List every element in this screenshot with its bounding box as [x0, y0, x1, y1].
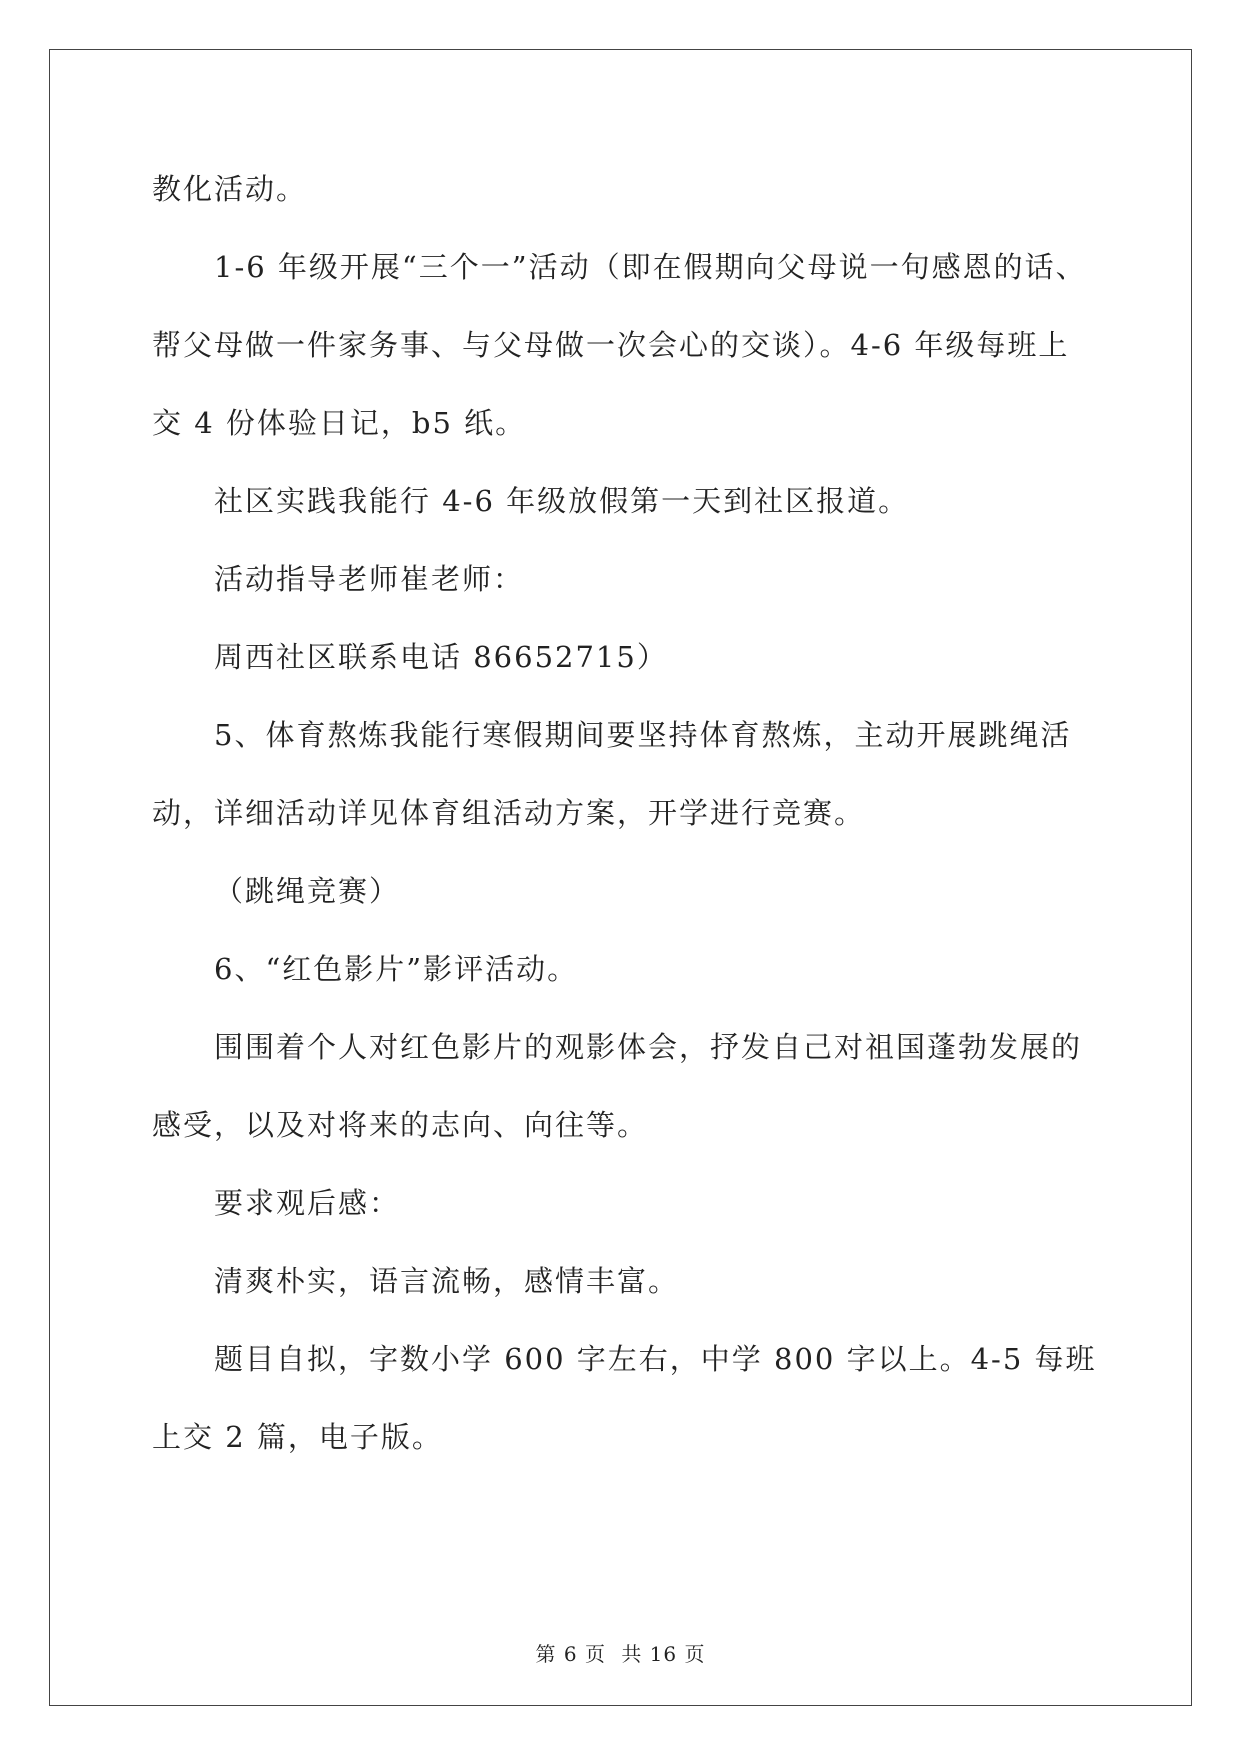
page-footer: [0, 1638, 1241, 1667]
paragraph: 社区实践我能行 4-6 年级放假第一天到社区报道。: [214, 484, 910, 518]
document-body: [152, 150, 1098, 1476]
paragraph: 活动指导老师崔老师：: [214, 562, 525, 596]
paragraph: 5、体育熬炼我能行寒假期间要坚持体育熬炼，主动开展跳绳活动，详细活动详见体育组活动方案，开学进行竞赛。: [152, 718, 1072, 830]
paragraph: 1-6 年级开展“三个一”活动（即在假期向父母说一句感恩的话、帮父母做一件家务事、与父母做一次会心的交谈）。4-6 年级每班上交 4 份体验日记，b5 纸。: [152, 250, 1087, 440]
paragraph: 围围着个人对红色影片的观影体会，抒发自己对祖国蓬勃发展的感受，以及对将来的志向、向往等。: [152, 1030, 1083, 1142]
page-number: 第 6 页: [535, 1642, 606, 1666]
paragraph: 要求观后感：: [214, 1186, 401, 1220]
paragraph: 题目自拟，字数小学 600 字左右，中学 800 字以上。4-5 每班上交 2 篇，电子版。: [152, 1342, 1097, 1454]
paragraph: 6、“红色影片”影评活动。: [214, 952, 579, 986]
paragraph: （跳绳竞赛）: [214, 874, 401, 908]
page-total: 共 16 页: [621, 1642, 706, 1666]
paragraph: 教化活动。: [152, 172, 308, 206]
paragraph: 清爽朴实，语言流畅，感情丰富。: [214, 1264, 680, 1298]
paragraph: 周西社区联系电话 86652715）: [214, 640, 668, 674]
